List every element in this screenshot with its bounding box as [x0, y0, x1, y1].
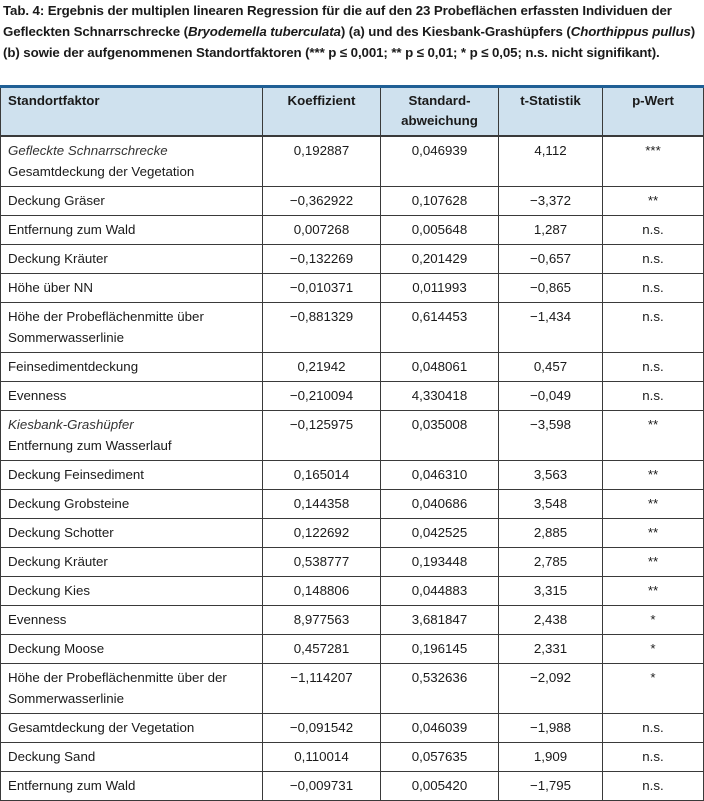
cell-standortfaktor [1, 606, 263, 635]
cell-koeffizient: −0,125975 [263, 411, 381, 461]
table-header [1, 87, 704, 137]
cell-standortfaktor [1, 187, 263, 216]
cell-standortfaktor [1, 216, 263, 245]
cell-standortfaktor [1, 714, 263, 743]
factor-label: Deckung Moose [8, 641, 105, 656]
cell-standortfaktor [1, 461, 263, 490]
cell-p-wert: n.s. [603, 353, 704, 382]
header-p-wert: p-Wert [603, 87, 704, 137]
regression-table [0, 85, 704, 801]
cell-koeffizient: −0,362922 [263, 187, 381, 216]
cell-koeffizient: 8,977563 [263, 606, 381, 635]
cell-standardabweichung: 4,330418 [381, 382, 499, 411]
table-caption [3, 0, 701, 63]
cell-p-wert: ** [603, 548, 704, 577]
header-standortfaktor: Standortfaktor [1, 87, 263, 137]
cell-p-wert: n.s. [603, 743, 704, 772]
cell-standortfaktor [1, 411, 263, 461]
factor-label: Gesamtdeckung der Vegetation [8, 720, 195, 735]
cell-t-statistik: 4,112 [499, 136, 603, 187]
table-row [1, 548, 704, 577]
header-t-statistik: t-Statistik [499, 87, 603, 137]
table-row [1, 187, 704, 216]
cell-koeffizient: 0,538777 [263, 548, 381, 577]
cell-standardabweichung: 0,193448 [381, 548, 499, 577]
cell-koeffizient: −0,091542 [263, 714, 381, 743]
cell-p-wert: ** [603, 187, 704, 216]
cell-p-wert: * [603, 664, 704, 714]
cell-standardabweichung: 0,044883 [381, 577, 499, 606]
table-row [1, 303, 704, 353]
cell-koeffizient: −0,009731 [263, 772, 381, 801]
cell-t-statistik: −1,795 [499, 772, 603, 801]
cell-t-statistik: −0,865 [499, 274, 603, 303]
cell-standortfaktor [1, 353, 263, 382]
header-sd-line1: Standard- [408, 93, 471, 108]
cell-t-statistik: −2,092 [499, 664, 603, 714]
cell-standortfaktor [1, 303, 263, 353]
cell-koeffizient: −0,881329 [263, 303, 381, 353]
cell-t-statistik: 2,785 [499, 548, 603, 577]
cell-standardabweichung: 0,614453 [381, 303, 499, 353]
factor-label: Deckung Feinsediment [8, 467, 144, 482]
cell-t-statistik: 0,457 [499, 353, 603, 382]
table-row [1, 353, 704, 382]
header-standardabweichung [381, 87, 499, 137]
cell-p-wert: n.s. [603, 382, 704, 411]
cell-standortfaktor [1, 548, 263, 577]
table-row [1, 577, 704, 606]
cell-standardabweichung: 3,681847 [381, 606, 499, 635]
cell-koeffizient: 0,21942 [263, 353, 381, 382]
table-row [1, 245, 704, 274]
cell-standortfaktor [1, 519, 263, 548]
cell-p-wert: n.s. [603, 245, 704, 274]
cell-koeffizient: −1,114207 [263, 664, 381, 714]
table-row [1, 664, 704, 714]
cell-p-wert: n.s. [603, 216, 704, 245]
header-koeffizient: Koeffizient [263, 87, 381, 137]
cell-standardabweichung: 0,005420 [381, 772, 499, 801]
cell-t-statistik: 2,438 [499, 606, 603, 635]
table-row [1, 772, 704, 801]
cell-standortfaktor [1, 772, 263, 801]
cell-standardabweichung: 0,201429 [381, 245, 499, 274]
cell-standortfaktor [1, 490, 263, 519]
cell-p-wert: ** [603, 411, 704, 461]
table-row [1, 635, 704, 664]
factor-label: Evenness [8, 612, 67, 627]
table-row [1, 382, 704, 411]
header-sd-line2: abweichung [401, 113, 478, 128]
cell-koeffizient: −0,132269 [263, 245, 381, 274]
cell-t-statistik: 1,287 [499, 216, 603, 245]
factor-label: Entfernung zum Wald [8, 222, 136, 237]
cell-standardabweichung: 0,011993 [381, 274, 499, 303]
table-row [1, 216, 704, 245]
factor-label: Deckung Gräser [8, 193, 105, 208]
cell-standardabweichung: 0,005648 [381, 216, 499, 245]
cell-t-statistik: −3,598 [499, 411, 603, 461]
cell-p-wert: ** [603, 577, 704, 606]
cell-standortfaktor [1, 245, 263, 274]
cell-koeffizient: −0,010371 [263, 274, 381, 303]
caption-text-2: ) (a) und des Kiesbank-Grashüpfers ( [340, 24, 571, 39]
cell-koeffizient: 0,165014 [263, 461, 381, 490]
table-row [1, 606, 704, 635]
factor-label: Deckung Kräuter [8, 554, 108, 569]
factor-label: Deckung Sand [8, 749, 96, 764]
cell-koeffizient: 0,007268 [263, 216, 381, 245]
factor-label: Deckung Kräuter [8, 251, 108, 266]
cell-t-statistik: 3,563 [499, 461, 603, 490]
cell-t-statistik: −1,434 [499, 303, 603, 353]
table-row [1, 743, 704, 772]
factor-label: Deckung Kies [8, 583, 91, 598]
cell-p-wert: *** [603, 136, 704, 187]
table-body [1, 136, 704, 801]
cell-standardabweichung: 0,046039 [381, 714, 499, 743]
cell-t-statistik: 3,315 [499, 577, 603, 606]
caption-text-1: Tab. 4: Ergebnis der multiplen linearen Regression für die auf den 23 Probeflächen erfassten Individuen der Gefleckten Schnarrschrecke ( [3, 3, 672, 39]
cell-standortfaktor [1, 136, 263, 187]
cell-t-statistik: 2,331 [499, 635, 603, 664]
cell-standortfaktor [1, 382, 263, 411]
factor-label: Entfernung zum Wald [8, 778, 136, 793]
cell-standardabweichung: 0,040686 [381, 490, 499, 519]
table-row [1, 519, 704, 548]
table-row [1, 274, 704, 303]
cell-standardabweichung: 0,057635 [381, 743, 499, 772]
cell-p-wert: * [603, 635, 704, 664]
cell-koeffizient: 0,110014 [263, 743, 381, 772]
table-row [1, 714, 704, 743]
cell-standardabweichung: 0,042525 [381, 519, 499, 548]
cell-standortfaktor [1, 664, 263, 714]
cell-standardabweichung: 0,532636 [381, 664, 499, 714]
cell-standortfaktor [1, 274, 263, 303]
cell-koeffizient: 0,192887 [263, 136, 381, 187]
cell-p-wert: n.s. [603, 714, 704, 743]
factor-label: Höhe der Probeflächenmitte über Sommerwasserlinie [8, 309, 204, 345]
cell-p-wert: ** [603, 519, 704, 548]
factor-label: Höhe der Probeflächenmitte über der Sommerwasserlinie [8, 670, 227, 706]
cell-standardabweichung: 0,035008 [381, 411, 499, 461]
cell-p-wert: ** [603, 461, 704, 490]
cell-standortfaktor [1, 743, 263, 772]
table-row [1, 411, 704, 461]
table-row [1, 136, 704, 187]
table-row [1, 461, 704, 490]
factor-label: Höhe über NN [8, 280, 93, 295]
cell-p-wert: ** [603, 490, 704, 519]
caption-species-2: Chorthippus pullus [570, 24, 691, 39]
caption-species-1: Bryodemella tuberculata [187, 24, 341, 39]
factor-label: Evenness [8, 388, 67, 403]
factor-label: Deckung Schotter [8, 525, 114, 540]
caption-text-3: ) (b) sowie der aufgenommenen Standortfaktoren (*** p ≤ 0,001; ** p ≤ 0,01; * p ≤ 0,05; n.s. nicht signifikant). [3, 24, 696, 60]
factor-label: Feinsedimentdeckung [8, 359, 139, 374]
cell-standardabweichung: 0,107628 [381, 187, 499, 216]
cell-p-wert: n.s. [603, 772, 704, 801]
cell-t-statistik: −0,657 [499, 245, 603, 274]
cell-standardabweichung: 0,046939 [381, 136, 499, 187]
cell-t-statistik: −1,988 [499, 714, 603, 743]
cell-standardabweichung: 0,046310 [381, 461, 499, 490]
cell-t-statistik: 3,548 [499, 490, 603, 519]
cell-koeffizient: −0,210094 [263, 382, 381, 411]
cell-standardabweichung: 0,048061 [381, 353, 499, 382]
factor-label: Gesamtdeckung der Vegetation [8, 164, 195, 179]
cell-t-statistik: 1,909 [499, 743, 603, 772]
cell-t-statistik: −3,372 [499, 187, 603, 216]
species-label: Kiesbank-Grashüpfer [8, 417, 134, 432]
species-label: Gefleckte Schnarrschrecke [8, 143, 168, 158]
cell-koeffizient: 0,457281 [263, 635, 381, 664]
cell-p-wert: * [603, 606, 704, 635]
cell-p-wert: n.s. [603, 274, 704, 303]
cell-koeffizient: 0,122692 [263, 519, 381, 548]
cell-standardabweichung: 0,196145 [381, 635, 499, 664]
cell-t-statistik: −0,049 [499, 382, 603, 411]
cell-standortfaktor [1, 635, 263, 664]
factor-label: Entfernung zum Wasserlauf [8, 438, 172, 453]
table-row [1, 490, 704, 519]
factor-label: Deckung Grobsteine [8, 496, 130, 511]
cell-standortfaktor [1, 577, 263, 606]
cell-p-wert: n.s. [603, 303, 704, 353]
cell-koeffizient: 0,148806 [263, 577, 381, 606]
header-row [1, 87, 704, 137]
cell-t-statistik: 2,885 [499, 519, 603, 548]
cell-koeffizient: 0,144358 [263, 490, 381, 519]
